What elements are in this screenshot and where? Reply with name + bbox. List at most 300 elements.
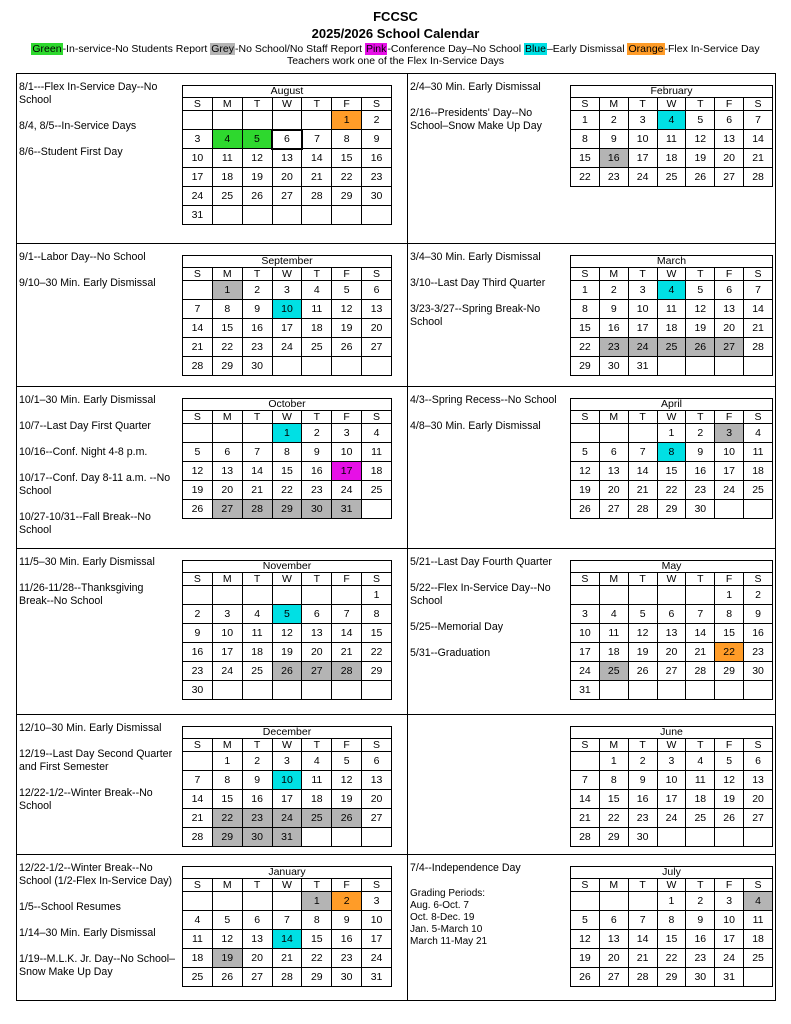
day-cell: 16 — [183, 643, 213, 662]
day-cell: 3 — [183, 130, 213, 149]
day-cell: 1 — [332, 111, 362, 130]
day-cell: 25 — [744, 949, 773, 968]
day-cell: 31 — [332, 500, 362, 519]
day-cell: 30 — [302, 500, 332, 519]
note-item: 8/1---Flex In-Service Day--No School — [19, 81, 158, 106]
day-cell: 6 — [657, 605, 686, 624]
day-cell — [212, 206, 242, 225]
day-cell: 5 — [332, 281, 362, 300]
day-cell: 26 — [183, 500, 213, 519]
week-row — [183, 911, 392, 930]
weekday-header: S — [571, 573, 600, 586]
day-cell: 31 — [715, 968, 744, 987]
day-cell: 6 — [362, 281, 392, 300]
legend-orange-text: -Flex In-Service Day — [664, 43, 760, 55]
day-cell: 20 — [212, 481, 242, 500]
day-cell: 22 — [599, 809, 628, 828]
day-cell: 8 — [362, 605, 392, 624]
day-cell: 7 — [686, 605, 715, 624]
day-cell — [332, 586, 362, 605]
day-cell: 22 — [571, 168, 600, 187]
day-cell — [212, 681, 242, 700]
weekday-header: T — [686, 879, 715, 892]
week-row — [183, 443, 392, 462]
day-cell: 31 — [362, 968, 392, 987]
day-cell — [744, 828, 773, 847]
day-cell — [242, 111, 272, 130]
day-cell: 25 — [242, 662, 272, 681]
legend — [0, 43, 791, 55]
day-cell: 19 — [272, 643, 302, 662]
day-cell — [715, 681, 744, 700]
note-item: 1/5--School Resumes — [19, 901, 121, 913]
weekday-header: M — [212, 268, 242, 281]
day-cell: 9 — [332, 911, 362, 930]
day-cell: 9 — [628, 771, 657, 790]
day-cell: 28 — [628, 500, 657, 519]
day-cell — [599, 586, 628, 605]
day-cell: 21 — [628, 949, 657, 968]
day-cell — [332, 828, 362, 847]
week-row — [183, 752, 392, 771]
day-cell: 27 — [362, 338, 392, 357]
day-cell: 22 — [212, 338, 242, 357]
day-cell: 16 — [332, 930, 362, 949]
day-cell: 27 — [242, 968, 272, 987]
day-cell — [744, 681, 773, 700]
day-cell: 14 — [744, 130, 773, 149]
week-row — [183, 930, 392, 949]
weekday-header: W — [657, 98, 686, 111]
day-cell: 1 — [599, 752, 628, 771]
day-cell: 19 — [628, 643, 657, 662]
day-cell — [744, 968, 773, 987]
day-cell: 27 — [302, 662, 332, 681]
day-cell: 13 — [362, 771, 392, 790]
week-row — [571, 662, 773, 681]
day-cell: 23 — [599, 338, 628, 357]
day-cell: 23 — [362, 168, 392, 187]
day-cell: 7 — [302, 130, 332, 149]
day-cell: 10 — [657, 771, 686, 790]
day-cell: 22 — [571, 338, 600, 357]
note-item: 8/4, 8/5--In-Service Days — [19, 120, 137, 132]
day-cell — [272, 206, 302, 225]
day-cell: 17 — [332, 462, 362, 481]
week-row — [571, 949, 773, 968]
day-cell: 9 — [242, 300, 272, 319]
day-cell: 22 — [212, 809, 242, 828]
day-cell: 2 — [628, 752, 657, 771]
day-cell: 4 — [744, 892, 773, 911]
weekday-header: F — [715, 98, 744, 111]
day-cell: 6 — [272, 130, 302, 149]
day-cell: 2 — [599, 111, 628, 130]
weekday-header: S — [744, 98, 773, 111]
day-cell — [571, 424, 600, 443]
day-cell — [657, 828, 686, 847]
day-cell: 2 — [242, 281, 272, 300]
day-cell: 6 — [715, 281, 744, 300]
day-cell: 30 — [242, 357, 272, 376]
day-cell: 9 — [302, 443, 332, 462]
day-cell — [242, 206, 272, 225]
day-cell: 13 — [715, 130, 744, 149]
day-cell: 18 — [302, 790, 332, 809]
day-cell: 12 — [332, 300, 362, 319]
day-cell: 19 — [571, 481, 600, 500]
day-cell: 7 — [571, 771, 600, 790]
month-title: October — [183, 399, 392, 411]
day-cell: 20 — [242, 949, 272, 968]
day-cell — [302, 681, 332, 700]
day-cell: 4 — [657, 111, 686, 130]
day-cell: 28 — [332, 662, 362, 681]
week-row — [571, 168, 773, 187]
week-row — [571, 771, 773, 790]
weekday-header: T — [302, 98, 332, 111]
week-row — [571, 643, 773, 662]
day-cell — [183, 281, 213, 300]
note-item: 1/14–30 Min. Early Dismissal — [19, 927, 156, 939]
day-cell: 29 — [212, 357, 242, 376]
day-cell: 11 — [686, 771, 715, 790]
weekday-header: T — [628, 739, 657, 752]
day-cell: 29 — [212, 828, 242, 847]
day-cell — [599, 681, 628, 700]
day-cell: 29 — [332, 187, 362, 206]
day-cell: 17 — [628, 319, 657, 338]
day-cell: 12 — [686, 130, 715, 149]
day-cell: 3 — [715, 892, 744, 911]
day-cell: 12 — [272, 624, 302, 643]
week-row — [183, 681, 392, 700]
day-cell: 18 — [657, 149, 686, 168]
day-cell: 15 — [212, 790, 242, 809]
day-cell: 6 — [212, 443, 242, 462]
day-cell: 17 — [715, 930, 744, 949]
weekday-header: S — [183, 879, 213, 892]
weekday-header: M — [599, 411, 628, 424]
day-cell: 10 — [272, 771, 302, 790]
day-cell: 24 — [362, 949, 392, 968]
day-cell: 20 — [715, 149, 744, 168]
day-cell: 24 — [628, 338, 657, 357]
day-cell: 9 — [599, 130, 628, 149]
day-cell: 4 — [686, 752, 715, 771]
day-cell: 5 — [571, 911, 600, 930]
day-cell: 14 — [686, 624, 715, 643]
day-cell: 12 — [183, 462, 213, 481]
month-title: January — [183, 867, 392, 879]
day-cell: 29 — [657, 968, 686, 987]
legend-grey-key: Grey — [211, 43, 234, 55]
grading-period-item: Oct. 8-Dec. 19 — [410, 912, 475, 923]
weekday-header: T — [302, 411, 332, 424]
day-cell: 24 — [715, 949, 744, 968]
day-cell: 1 — [715, 586, 744, 605]
day-cell — [302, 586, 332, 605]
day-cell: 22 — [657, 949, 686, 968]
day-cell: 23 — [183, 662, 213, 681]
calendar-november — [182, 560, 392, 700]
day-cell — [183, 586, 213, 605]
weekday-header: T — [686, 268, 715, 281]
weekday-header: T — [302, 879, 332, 892]
day-cell: 10 — [628, 130, 657, 149]
day-cell: 30 — [362, 187, 392, 206]
day-cell: 12 — [571, 930, 600, 949]
day-cell: 30 — [332, 968, 362, 987]
day-cell — [302, 357, 332, 376]
weekday-header: W — [272, 573, 302, 586]
weekday-header: S — [183, 98, 213, 111]
day-cell — [362, 206, 392, 225]
note-item: 10/16--Conf. Night 4-8 p.m. — [19, 446, 148, 458]
day-cell: 2 — [332, 892, 362, 911]
week-row — [571, 624, 773, 643]
weekday-header: S — [744, 573, 773, 586]
note-item: 3/23-3/27--Spring Break-No School — [410, 303, 541, 328]
note-item: 9/1--Labor Day--No School — [19, 251, 146, 263]
weekday-header: M — [599, 739, 628, 752]
day-cell: 7 — [628, 911, 657, 930]
day-cell: 16 — [628, 790, 657, 809]
day-cell: 15 — [599, 790, 628, 809]
day-cell — [212, 892, 242, 911]
month-title: August — [183, 86, 392, 98]
day-cell — [242, 586, 272, 605]
day-cell: 7 — [183, 300, 213, 319]
month-title: June — [571, 727, 773, 739]
weekday-header: F — [332, 411, 362, 424]
day-cell: 16 — [599, 149, 628, 168]
day-cell: 5 — [272, 605, 302, 624]
day-cell: 8 — [571, 130, 600, 149]
day-cell: 28 — [302, 187, 332, 206]
note-item: 2/16--Presidents' Day--No School–Snow Make Up Day — [410, 107, 542, 132]
weekday-header: W — [272, 411, 302, 424]
day-cell — [362, 681, 392, 700]
day-cell: 10 — [183, 149, 213, 168]
day-cell: 24 — [715, 481, 744, 500]
grading-period-item: Aug. 6-Oct. 7 — [410, 900, 469, 911]
day-cell: 12 — [332, 771, 362, 790]
weekday-header: S — [362, 98, 392, 111]
day-cell: 15 — [332, 149, 362, 168]
day-cell: 24 — [628, 168, 657, 187]
day-cell: 6 — [744, 752, 773, 771]
calendar-august — [182, 85, 392, 225]
day-cell: 20 — [362, 319, 392, 338]
day-cell: 1 — [212, 281, 242, 300]
weekday-header: F — [332, 268, 362, 281]
week-row — [183, 338, 392, 357]
day-cell: 22 — [272, 481, 302, 500]
day-cell: 22 — [302, 949, 332, 968]
day-cell — [332, 357, 362, 376]
day-cell: 25 — [302, 338, 332, 357]
day-cell: 25 — [183, 968, 213, 987]
weekday-header: T — [686, 573, 715, 586]
week-row — [571, 481, 773, 500]
day-cell: 8 — [212, 300, 242, 319]
day-cell: 1 — [302, 892, 332, 911]
day-cell — [183, 424, 213, 443]
notes-september — [19, 251, 177, 303]
month-title: May — [571, 561, 773, 573]
day-cell: 5 — [715, 752, 744, 771]
day-cell — [657, 357, 686, 376]
week-row — [183, 281, 392, 300]
day-cell: 2 — [744, 586, 773, 605]
day-cell: 24 — [657, 809, 686, 828]
day-cell: 21 — [183, 809, 213, 828]
day-cell: 13 — [212, 462, 242, 481]
day-cell: 18 — [183, 949, 213, 968]
day-cell: 18 — [686, 790, 715, 809]
weekday-header: F — [332, 98, 362, 111]
day-cell: 10 — [628, 300, 657, 319]
day-cell: 21 — [686, 643, 715, 662]
notes-march — [410, 251, 565, 342]
weekday-header: W — [657, 879, 686, 892]
day-cell — [362, 500, 392, 519]
day-cell — [744, 357, 773, 376]
day-cell: 17 — [571, 643, 600, 662]
weekday-header: M — [212, 739, 242, 752]
note-item: 4/8–30 Min. Early Dismissal — [410, 420, 541, 432]
day-cell — [212, 424, 242, 443]
week-row — [183, 481, 392, 500]
day-cell: 7 — [628, 443, 657, 462]
note-item: 5/25--Memorial Day — [410, 621, 504, 633]
day-cell: 17 — [272, 790, 302, 809]
notes-december — [19, 722, 177, 826]
day-cell: 12 — [212, 930, 242, 949]
day-cell — [599, 892, 628, 911]
day-cell — [628, 892, 657, 911]
day-cell: 16 — [686, 930, 715, 949]
day-cell: 1 — [212, 752, 242, 771]
day-cell: 12 — [715, 771, 744, 790]
weekday-header: T — [242, 411, 272, 424]
day-cell: 20 — [599, 949, 628, 968]
notes-october — [19, 394, 177, 550]
note-item: 2/4–30 Min. Early Dismissal — [410, 81, 541, 93]
day-cell: 15 — [657, 930, 686, 949]
day-cell: 11 — [183, 930, 213, 949]
day-cell: 8 — [599, 771, 628, 790]
week-row — [571, 911, 773, 930]
day-cell: 23 — [599, 168, 628, 187]
note-item: 10/7--Last Day First Quarter — [19, 420, 151, 432]
day-cell: 19 — [183, 481, 213, 500]
day-cell: 21 — [302, 168, 332, 187]
day-cell: 23 — [744, 643, 773, 662]
day-cell: 27 — [362, 809, 392, 828]
legend-orange-key: Orange — [628, 43, 664, 55]
note-item: 5/21--Last Day Fourth Quarter — [410, 556, 552, 568]
day-cell: 23 — [686, 949, 715, 968]
day-cell: 3 — [272, 752, 302, 771]
calendar-title: 2025/2026 School Calendar — [311, 26, 480, 41]
day-cell: 14 — [332, 624, 362, 643]
day-cell: 28 — [571, 828, 600, 847]
day-cell: 2 — [599, 281, 628, 300]
weekday-header: T — [628, 98, 657, 111]
weekday-header: M — [599, 573, 628, 586]
day-cell: 28 — [744, 168, 773, 187]
week-row — [571, 790, 773, 809]
day-cell — [183, 111, 213, 130]
grading-period-item: March 11-May 21 — [410, 936, 488, 947]
day-cell: 21 — [183, 338, 213, 357]
weekday-header: S — [571, 739, 600, 752]
day-cell: 8 — [657, 443, 686, 462]
grading-periods-title: Grading Periods: — [410, 888, 486, 899]
day-cell — [628, 586, 657, 605]
day-cell: 11 — [212, 149, 242, 168]
day-cell: 4 — [183, 911, 213, 930]
day-cell: 18 — [599, 643, 628, 662]
day-cell: 5 — [242, 130, 272, 149]
calendar-december — [182, 726, 392, 847]
note-item: 12/19--Last Day Second Quarter and First Semester — [19, 748, 173, 773]
day-cell: 25 — [744, 481, 773, 500]
week-row — [571, 357, 773, 376]
day-cell: 24 — [272, 809, 302, 828]
day-cell: 16 — [302, 462, 332, 481]
day-cell — [183, 752, 213, 771]
week-row — [571, 443, 773, 462]
weekday-header: T — [686, 98, 715, 111]
day-cell: 27 — [657, 662, 686, 681]
month-title: November — [183, 561, 392, 573]
day-cell: 30 — [599, 357, 628, 376]
day-cell: 8 — [332, 130, 362, 149]
weekday-header: S — [362, 411, 392, 424]
day-cell: 8 — [571, 300, 600, 319]
week-row — [183, 771, 392, 790]
day-cell: 25 — [686, 809, 715, 828]
day-cell: 6 — [302, 605, 332, 624]
weekday-header: S — [362, 268, 392, 281]
day-cell: 3 — [362, 892, 392, 911]
day-cell: 6 — [715, 111, 744, 130]
day-cell: 19 — [715, 790, 744, 809]
note-item: 1/19--M.L.K. Jr. Day--No School–Snow Make Up Day — [19, 953, 176, 978]
day-cell: 13 — [599, 930, 628, 949]
weekday-header: T — [242, 573, 272, 586]
week-row — [571, 752, 773, 771]
day-cell: 21 — [744, 149, 773, 168]
week-row — [183, 809, 392, 828]
month-title: April — [571, 399, 773, 411]
day-cell: 18 — [302, 319, 332, 338]
day-cell — [272, 357, 302, 376]
weekday-header: S — [571, 268, 600, 281]
day-cell: 20 — [657, 643, 686, 662]
day-cell: 27 — [715, 168, 744, 187]
day-cell: 14 — [272, 930, 302, 949]
weekday-header: W — [272, 268, 302, 281]
day-cell: 3 — [715, 424, 744, 443]
day-cell — [212, 586, 242, 605]
day-cell: 9 — [686, 911, 715, 930]
day-cell: 19 — [332, 319, 362, 338]
day-cell — [332, 681, 362, 700]
